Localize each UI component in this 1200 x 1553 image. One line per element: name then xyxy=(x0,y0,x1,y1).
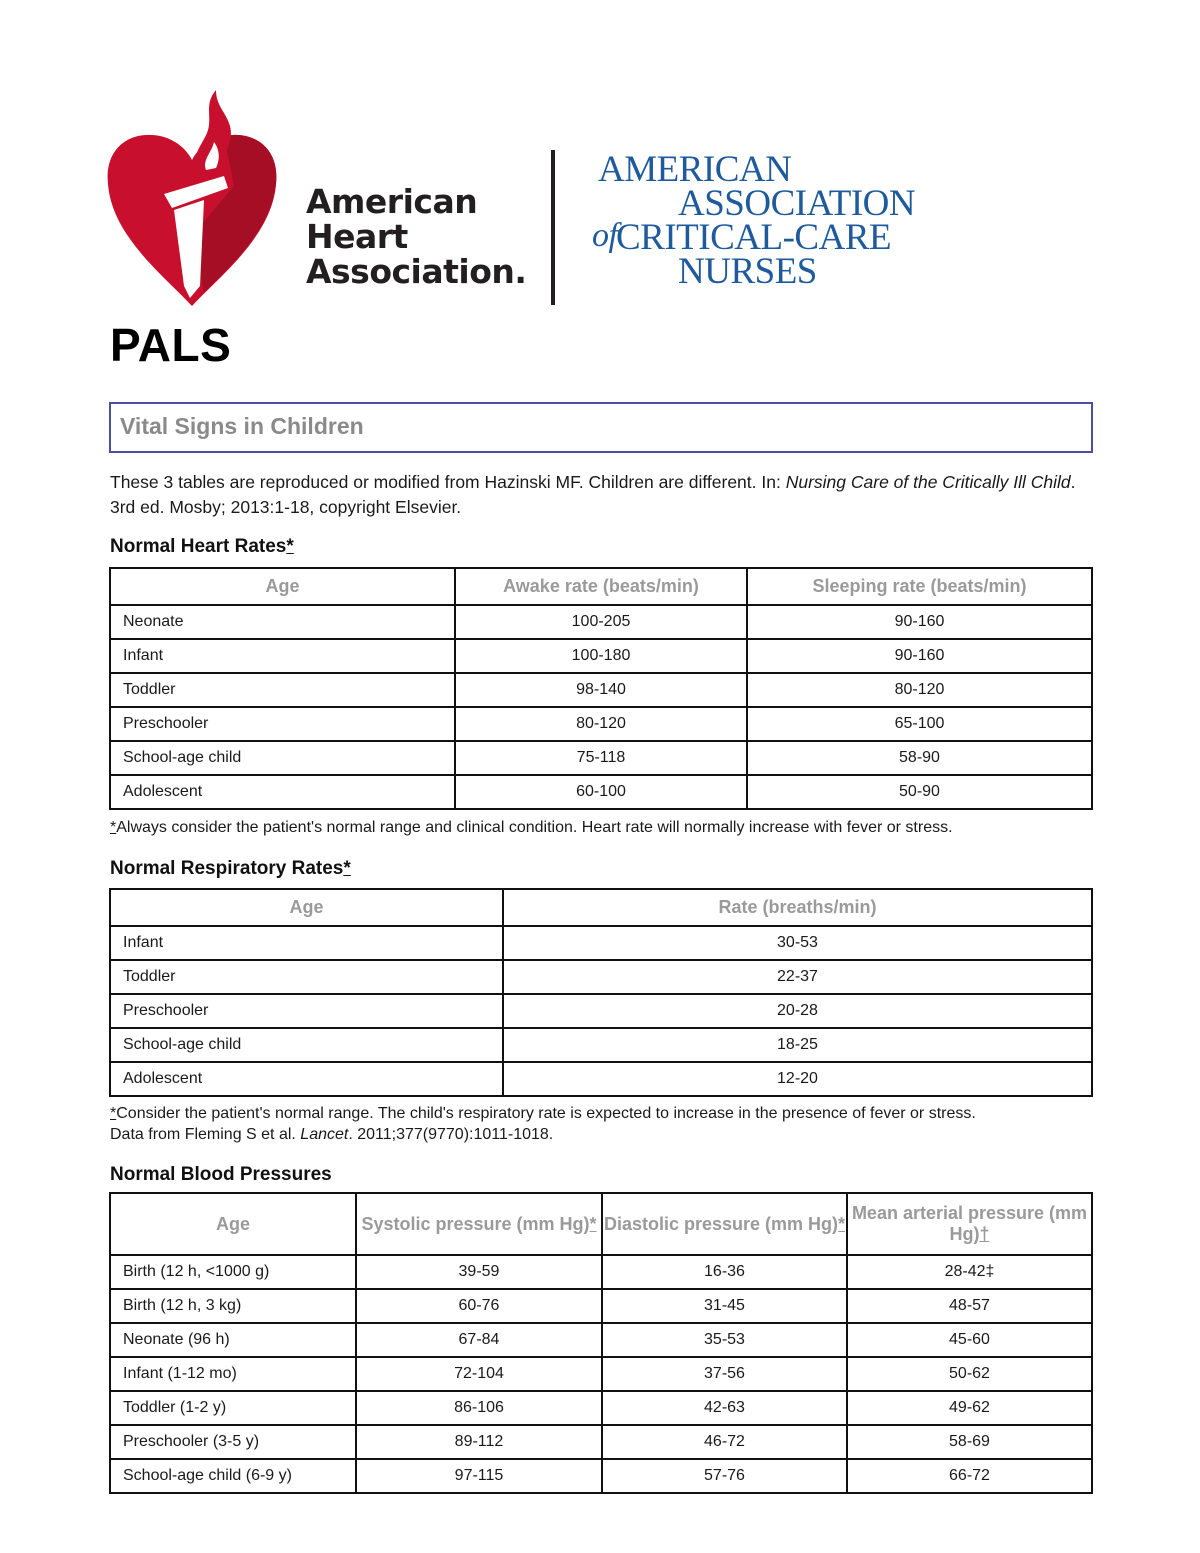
table-cell: Adolescent xyxy=(110,1062,503,1096)
aacn-logo-line-2: ASSOCIATION xyxy=(678,183,916,224)
table-row xyxy=(110,994,1092,1028)
table-cell: 72-104 xyxy=(356,1357,602,1391)
column-header-text: Systolic pressure (mm Hg) xyxy=(361,1213,590,1234)
table-row xyxy=(110,741,1092,775)
aha-wordmark-line-1: American xyxy=(306,182,478,221)
column-header: Age xyxy=(110,568,455,605)
intro-paragraph xyxy=(110,470,1090,520)
table-row xyxy=(110,1425,1092,1459)
table-cell: School-age child xyxy=(110,1028,503,1062)
footnote-marker[interactable]: * xyxy=(838,1213,846,1234)
table-cell: 90-160 xyxy=(747,639,1092,673)
footnote-text: Consider the patient's normal range. The child's respiratory rate is expected to increase in the presence of fever or stress. xyxy=(116,1105,976,1122)
heart-rates-title xyxy=(110,536,294,558)
aacn-logo xyxy=(592,150,942,290)
source-line xyxy=(110,1124,976,1145)
table-cell: 58-69 xyxy=(847,1425,1092,1459)
table-cell: 12-20 xyxy=(503,1062,1092,1096)
table-cell: 28-42‡ xyxy=(847,1255,1092,1289)
table-row xyxy=(110,639,1092,673)
table-cell: Toddler (1-2 y) xyxy=(110,1391,356,1425)
respiratory-rates-title-text: Normal Respiratory Rates xyxy=(110,858,344,879)
column-header: Rate (breaths/min) xyxy=(503,889,1092,926)
table-cell: 50-90 xyxy=(747,775,1092,809)
table-cell: 75-118 xyxy=(455,741,747,775)
table-row xyxy=(110,1255,1092,1289)
table-cell: School-age child xyxy=(110,741,455,775)
table-cell: Preschooler xyxy=(110,707,455,741)
aha-heart-torch-logo xyxy=(104,86,280,308)
table-cell: Adolescent xyxy=(110,775,455,809)
table-cell: 100-205 xyxy=(455,605,747,639)
section-header-box xyxy=(109,402,1093,453)
table-cell: 66-72 xyxy=(847,1459,1092,1493)
intro-text-2: . 3rd ed. Mosby; 2013:1-18, copyright Elsevier. xyxy=(110,472,1076,517)
table-cell: 65-100 xyxy=(747,707,1092,741)
column-header xyxy=(847,1193,1092,1255)
blood-pressures-title xyxy=(110,1164,332,1186)
table-cell: Infant (1-12 mo) xyxy=(110,1357,356,1391)
table-cell: 30-53 xyxy=(503,926,1092,960)
table-cell: Birth (12 h, <1000 g) xyxy=(110,1255,356,1289)
table-cell: Birth (12 h, 3 kg) xyxy=(110,1289,356,1323)
respiratory-rates-footnote-link[interactable]: * xyxy=(343,858,351,879)
heart-rates-footnote-link[interactable]: * xyxy=(286,536,294,557)
footnote-marker[interactable]: † xyxy=(979,1224,990,1244)
blood-pressures-table xyxy=(109,1192,1093,1494)
section-title: Vital Signs in Children xyxy=(120,413,364,439)
table-cell: School-age child (6-9 y) xyxy=(110,1459,356,1493)
table-cell: 98-140 xyxy=(455,673,747,707)
table-header-row xyxy=(110,1193,1092,1255)
footnote-marker[interactable]: * xyxy=(589,1213,597,1234)
column-header-text: Mean arterial pressure (mm Hg) xyxy=(851,1203,1088,1244)
table-cell: 57-76 xyxy=(602,1459,847,1493)
respiratory-rates-footnote xyxy=(110,1103,976,1145)
footnote-marker: * xyxy=(110,819,117,836)
table-cell: 80-120 xyxy=(747,673,1092,707)
table-cell: 48-57 xyxy=(847,1289,1092,1323)
column-header: Sleeping rate (beats/min) xyxy=(747,568,1092,605)
table-cell: 45-60 xyxy=(847,1323,1092,1357)
table-row xyxy=(110,775,1092,809)
source-text-1: Data from Fleming S et al. xyxy=(110,1126,301,1143)
table-cell: 97-115 xyxy=(356,1459,602,1493)
table-cell: 16-36 xyxy=(602,1255,847,1289)
table-cell: Toddler xyxy=(110,960,503,994)
table-cell: 89-112 xyxy=(356,1425,602,1459)
table-header-row xyxy=(110,568,1092,605)
table-cell: 90-160 xyxy=(747,605,1092,639)
table-cell: 42-63 xyxy=(602,1391,847,1425)
table-cell: 86-106 xyxy=(356,1391,602,1425)
table-row xyxy=(110,605,1092,639)
table-cell: 18-25 xyxy=(503,1028,1092,1062)
aha-wordmark-line-3: Association. xyxy=(306,252,527,291)
table-cell: 46-72 xyxy=(602,1425,847,1459)
heart-rates-title-text: Normal Heart Rates xyxy=(110,536,287,557)
aha-wordmark xyxy=(306,184,526,289)
aacn-logo-of: of xyxy=(592,217,618,254)
table-cell: Infant xyxy=(110,926,503,960)
table-row xyxy=(110,1357,1092,1391)
heart-rates-table xyxy=(109,567,1093,810)
table-cell: 50-62 xyxy=(847,1357,1092,1391)
table-cell: Neonate xyxy=(110,605,455,639)
table-cell: 20-28 xyxy=(503,994,1092,1028)
table-cell: Toddler xyxy=(110,673,455,707)
respiratory-rates-table xyxy=(109,888,1093,1097)
table-row xyxy=(110,1391,1092,1425)
table-row xyxy=(110,1289,1092,1323)
table-cell: 100-180 xyxy=(455,639,747,673)
aacn-logo-line-3: CRITICAL-CARE xyxy=(616,217,892,258)
table-cell: 35-53 xyxy=(602,1323,847,1357)
table-row xyxy=(110,1028,1092,1062)
footnote-marker: * xyxy=(110,1105,117,1122)
intro-book-title: Nursing Care of the Critically Ill Child xyxy=(785,472,1071,492)
table-cell: 58-90 xyxy=(747,741,1092,775)
column-header: Age xyxy=(110,889,503,926)
column-header xyxy=(110,1193,356,1255)
table-header-row xyxy=(110,889,1092,926)
blood-pressures-title-text: Normal Blood Pressures xyxy=(110,1164,332,1185)
table-row xyxy=(110,707,1092,741)
footnote-text: Always consider the patient's normal range and clinical condition. Heart rate will normally increase with fever or stress. xyxy=(116,819,953,836)
table-row xyxy=(110,926,1092,960)
aacn-logo-line-4: NURSES xyxy=(678,251,817,292)
table-cell: 37-56 xyxy=(602,1357,847,1391)
page-title: PALS xyxy=(110,319,232,371)
intro-text-1: These 3 tables are reproduced or modified from Hazinski MF. Children are different. In: xyxy=(110,472,786,492)
table-cell: 49-62 xyxy=(847,1391,1092,1425)
source-journal: Lancet xyxy=(300,1126,349,1143)
table-cell: 60-76 xyxy=(356,1289,602,1323)
column-header-text: Diastolic pressure (mm Hg) xyxy=(603,1213,839,1234)
source-text-2: . 2011;377(9770):1011-1018. xyxy=(348,1126,554,1143)
table-cell: Preschooler xyxy=(110,994,503,1028)
table-cell: 39-59 xyxy=(356,1255,602,1289)
heart-rates-footnote xyxy=(110,817,953,838)
logo-divider xyxy=(551,150,555,305)
respiratory-rates-title xyxy=(110,858,351,880)
table-row xyxy=(110,1062,1092,1096)
table-cell: Preschooler (3-5 y) xyxy=(110,1425,356,1459)
column-header xyxy=(356,1193,602,1255)
table-cell: 67-84 xyxy=(356,1323,602,1357)
table-row xyxy=(110,960,1092,994)
column-header xyxy=(602,1193,847,1255)
column-header-text: Age xyxy=(215,1213,250,1234)
table-cell: Infant xyxy=(110,639,455,673)
aha-wordmark-line-2: Heart xyxy=(306,217,408,256)
table-row xyxy=(110,1323,1092,1357)
table-cell: 80-120 xyxy=(455,707,747,741)
aacn-logo-line-1: AMERICAN xyxy=(598,149,792,190)
table-row xyxy=(110,673,1092,707)
table-cell: Neonate (96 h) xyxy=(110,1323,356,1357)
table-cell: 22-37 xyxy=(503,960,1092,994)
column-header: Awake rate (beats/min) xyxy=(455,568,747,605)
table-row xyxy=(110,1459,1092,1493)
table-cell: 31-45 xyxy=(602,1289,847,1323)
footnote-line xyxy=(110,1103,976,1124)
table-cell: 60-100 xyxy=(455,775,747,809)
